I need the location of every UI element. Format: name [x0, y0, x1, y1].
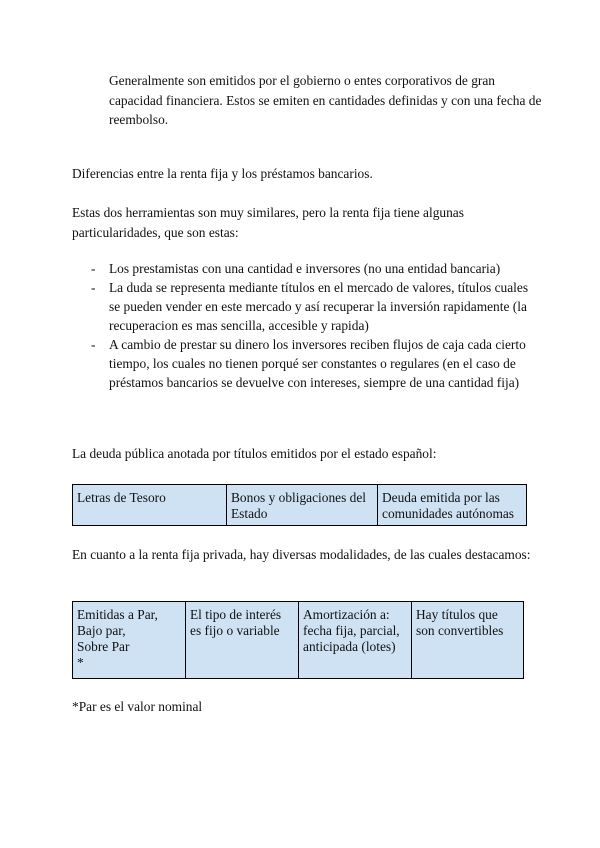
- heading-public-debt: La deuda pública anotada por títulos emitidos por el estado español:: [72, 446, 437, 461]
- private-debt-table: [72, 601, 524, 679]
- paragraph-private: En cuanto a la renta fija privada, hay diversas modalidades, de las cuales destacamos:: [72, 547, 531, 562]
- bullet-list: [72, 259, 532, 392]
- heading-differences: Diferencias entre la renta fija y los préstamos bancarios.: [72, 166, 373, 181]
- table-row: [73, 602, 524, 679]
- bullet-dash: -: [91, 337, 96, 352]
- intro-paragraph: Generalmente son emitidos por el gobierno o entes corporativos de gran capacidad financiera. Estos se emiten en cantidades definidas y con una fecha de reembolso.: [109, 73, 542, 127]
- table-cell: El tipo de interés es fijo o variable: [186, 602, 299, 679]
- public-debt-table: [72, 484, 527, 526]
- cell-line: *: [77, 655, 84, 670]
- bullet-text: La duda se representa mediante títulos en el mercado de valores, títulos cuales se pueden vender en este mercado y así recuperar la inversión rapidamente (la recuperacion es mas sencilla, accesible y rapida): [109, 280, 529, 333]
- bullet-text: A cambio de prestar su dinero los inversores reciben flujos de caja cada cierto tiempo, los cuales no tienen porqué ser constantes o regulares (en el caso de préstamos bancarios se devuelve con intereses, siempre de una cantidad fija): [109, 337, 526, 390]
- paragraph-similar: Estas dos herramientas son muy similares, pero la renta fija tiene algunas particularidades, que son estas:: [72, 205, 464, 240]
- cell-line: Sobre Par: [77, 639, 130, 654]
- table-cell: [73, 602, 186, 679]
- bullet-text: Los prestamistas con una cantidad e inversores (no una entidad bancaria): [109, 261, 501, 276]
- table-cell: Hay títulos que son convertibles: [412, 602, 524, 679]
- table-cell: Letras de Tesoro: [73, 485, 227, 526]
- list-item: [72, 335, 532, 392]
- list-item: [72, 278, 532, 335]
- table-cell: Amortización a: fecha fija, parcial, anticipada (lotes): [299, 602, 412, 679]
- list-item: [72, 259, 532, 278]
- cell-line: Emitidas a Par,: [77, 607, 158, 622]
- cell-line: Bajo par,: [77, 623, 126, 638]
- table-row: [73, 485, 527, 526]
- bullet-dash: -: [91, 280, 96, 295]
- table-cell: Bonos y obligaciones del Estado: [227, 485, 378, 526]
- table-cell: Deuda emitida por las comunidades autónomas: [378, 485, 527, 526]
- bullet-dash: -: [91, 261, 96, 276]
- footnote: *Par es el valor nominal: [72, 699, 203, 714]
